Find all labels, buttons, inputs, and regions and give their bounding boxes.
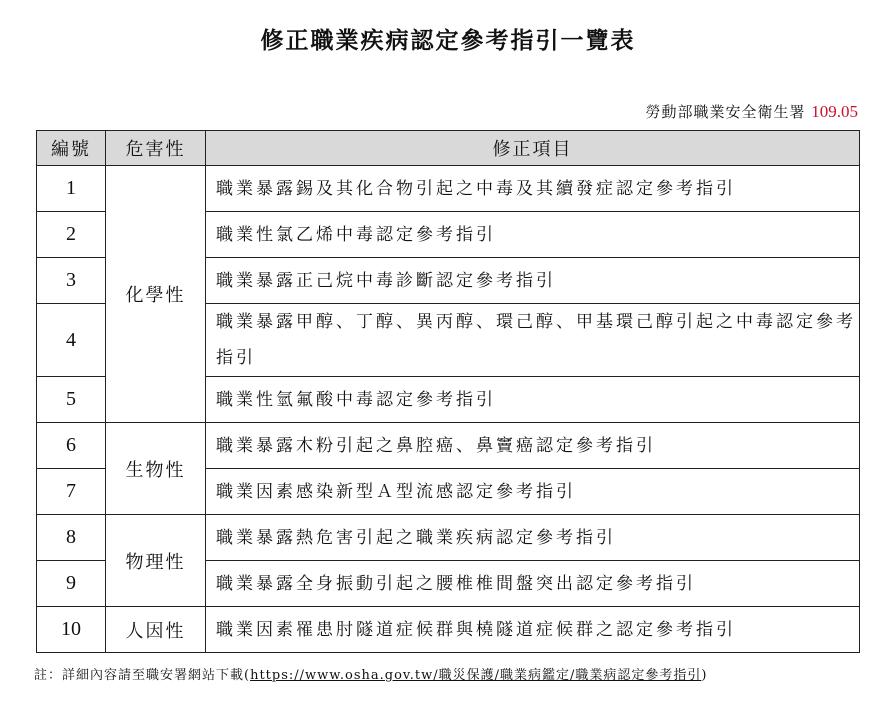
row-number: 9: [37, 561, 106, 607]
header-item: 修正項目: [206, 131, 860, 166]
issuer-agency: 勞動部職業安全衛生署: [645, 103, 806, 121]
issuer-line: [645, 101, 858, 122]
footnote-prefix: 註：詳細內容請至職安署網站下載(: [34, 668, 251, 683]
row-number: 4: [37, 304, 106, 377]
row-number: 5: [37, 377, 106, 423]
issuer-version: 109.05: [811, 102, 858, 121]
row-item: 職業因素罹患肘隧道症候群與橈隧道症候群之認定參考指引: [206, 607, 860, 653]
download-link[interactable]: https://www.osha.gov.tw/職災保護/職業病鑑定/職業病認定參考指引: [250, 668, 702, 683]
row-number: 10: [37, 607, 106, 653]
row-item: 職業暴露熱危害引起之職業疾病認定參考指引: [206, 515, 860, 561]
row-item: 職業性氫氟酸中毒認定參考指引: [206, 377, 860, 423]
header-number: 編號: [37, 131, 106, 166]
category-physical: 物理性: [106, 515, 206, 607]
row-item: 職業性氯乙烯中毒認定參考指引: [206, 212, 860, 258]
row-number: 1: [37, 166, 106, 212]
row-number: 7: [37, 469, 106, 515]
row-number: 6: [37, 423, 106, 469]
row-item: 職業暴露錫及其化合物引起之中毒及其續發症認定參考指引: [206, 166, 860, 212]
footnote: [34, 664, 707, 683]
footnote-suffix: ): [701, 668, 708, 683]
row-number: 8: [37, 515, 106, 561]
category-biological: 生物性: [106, 423, 206, 515]
row-item: 職業暴露甲醇、丁醇、異丙醇、環己醇、甲基環己醇引起之中毒認定參考指引: [206, 304, 860, 377]
row-item: 職業暴露正己烷中毒診斷認定參考指引: [206, 258, 860, 304]
row-number: 3: [37, 258, 106, 304]
row-item: 職業暴露全身振動引起之腰椎椎間盤突出認定參考指引: [206, 561, 860, 607]
table-header-row: [37, 131, 860, 166]
page-title: 修正職業疾病認定參考指引一覽表: [260, 28, 636, 54]
table-row: [37, 423, 860, 469]
guideline-table: [36, 130, 860, 653]
table-row: [37, 515, 860, 561]
category-chemical: 化學性: [106, 166, 206, 423]
row-item: 職業暴露木粉引起之鼻腔癌、鼻竇癌認定參考指引: [206, 423, 860, 469]
row-item: 職業因素感染新型Ａ型流感認定參考指引: [206, 469, 860, 515]
table-row: [37, 607, 860, 653]
header-hazard: 危害性: [106, 131, 206, 166]
row-number: 2: [37, 212, 106, 258]
table-row: [37, 166, 860, 212]
category-ergonomic: 人因性: [106, 607, 206, 653]
